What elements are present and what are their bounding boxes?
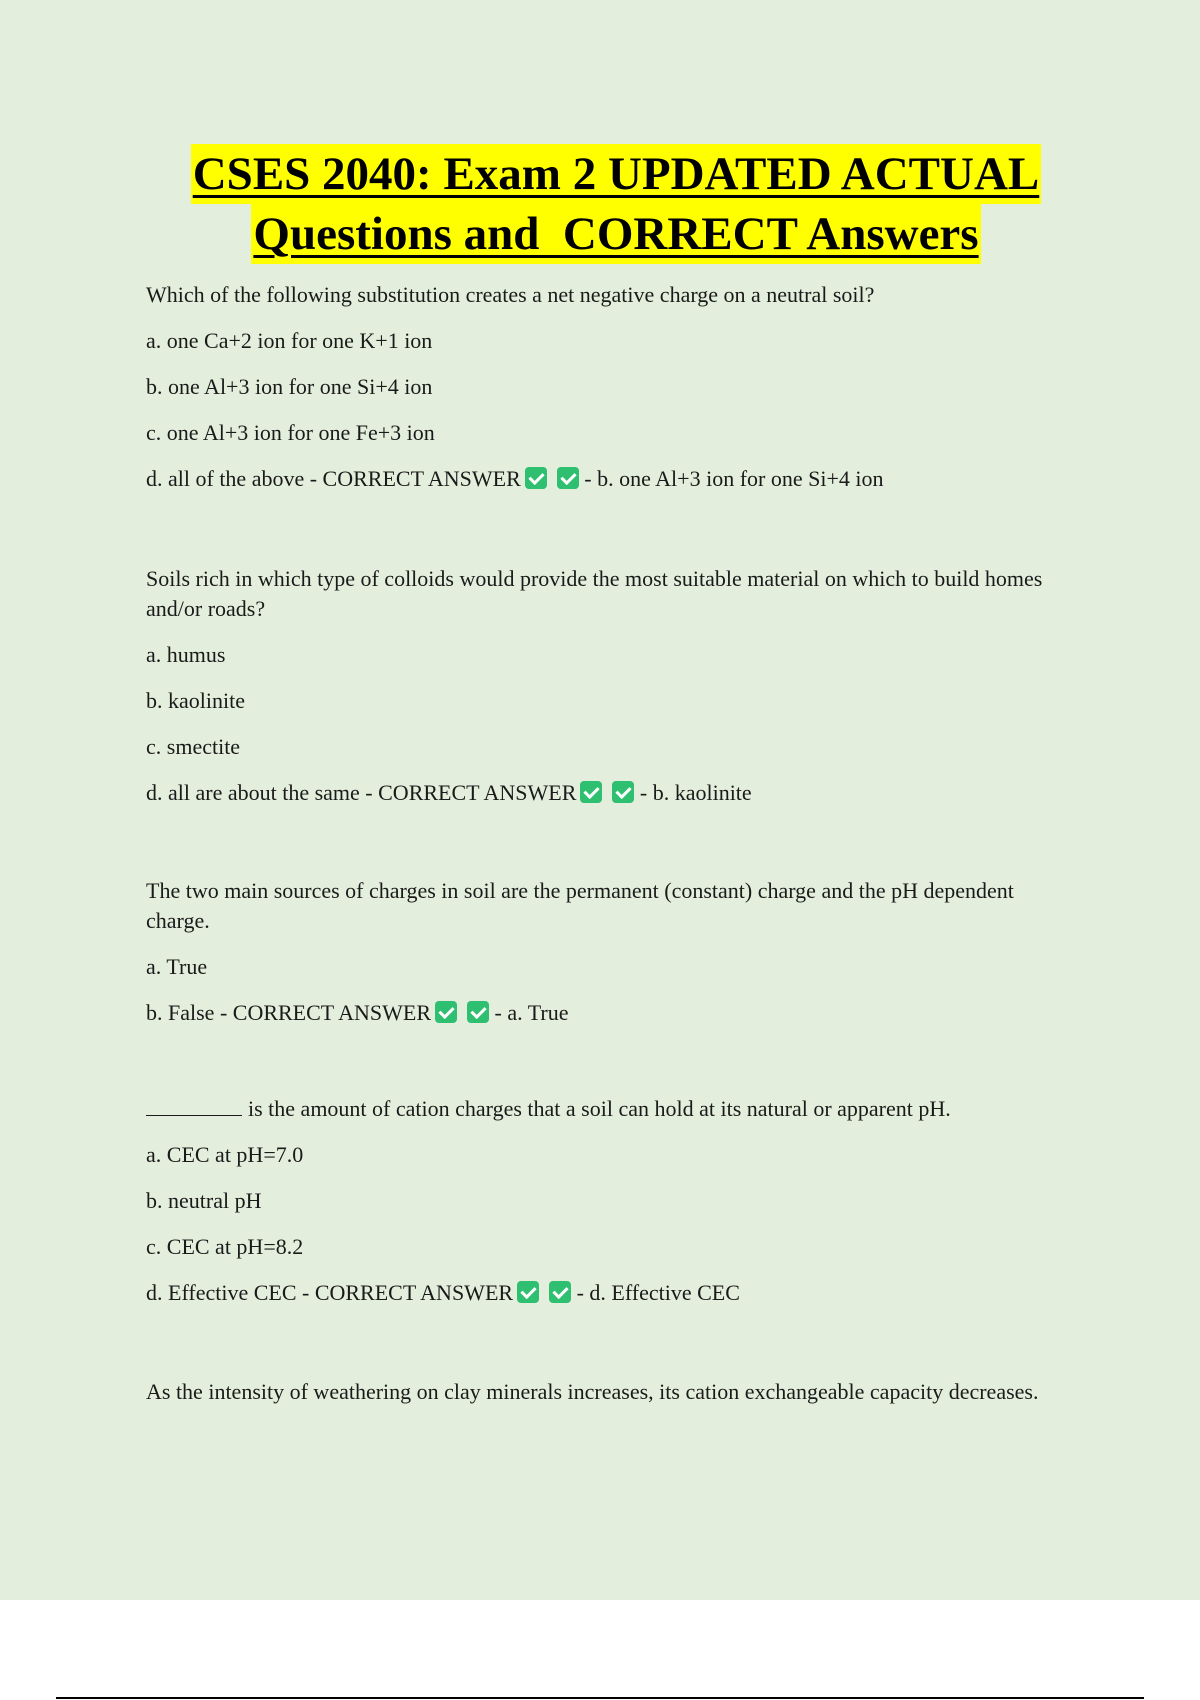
question-2	[146, 564, 1076, 824]
question-text: is the amount of cation charges that a soil can hold at its natural or apparent pH.	[248, 1096, 951, 1121]
option-c: c. CEC at pH=8.2	[146, 1234, 304, 1259]
question-text: Which of the following substitution creates a net negative charge on a neutral soil?	[146, 282, 875, 307]
option-d-with-answer	[146, 778, 1076, 808]
question-1	[146, 280, 1076, 510]
option-d-with-answer	[146, 464, 1076, 494]
option-b: b. kaolinite	[146, 688, 245, 713]
last-option-label: d. Effective CEC - CORRECT ANSWER	[146, 1280, 514, 1305]
last-option-label: b. False - CORRECT ANSWER	[146, 1000, 432, 1025]
fill-in-blank	[146, 1097, 242, 1116]
question-4	[146, 1094, 1076, 1324]
option-b: b. neutral pH	[146, 1188, 262, 1213]
title-line-1: CSES 2040: Exam 2 UPDATED ACTUAL	[191, 144, 1042, 204]
green-checkmark-icon	[612, 781, 634, 803]
green-checkmark-icon	[580, 781, 602, 803]
green-checkmark-icon	[517, 1281, 539, 1303]
option-b: b. one Al+3 ion for one Si+4 ion	[146, 374, 433, 399]
option-a: a. True	[146, 954, 208, 979]
question-5	[146, 1377, 1076, 1423]
option-b-with-answer	[146, 998, 1076, 1028]
question-3	[146, 876, 1076, 1044]
option-a: a. CEC at pH=7.0	[146, 1142, 304, 1167]
correct-answer: - b. kaolinite	[639, 780, 752, 805]
question-text: As the intensity of weathering on clay minerals increases, its cation exchangeable capacity decreases.	[146, 1379, 1039, 1404]
question-text: Soils rich in which type of colloids would provide the most suitable material on which to build homes and/or roads?	[146, 566, 1043, 621]
last-option-label: d. all are about the same - CORRECT ANSWER	[146, 780, 577, 805]
title-line-2: Questions and CORRECT Answers	[251, 204, 980, 264]
green-checkmark-icon	[525, 467, 547, 489]
correct-answer: - b. one Al+3 ion for one Si+4 ion	[584, 466, 884, 491]
last-option-label: d. all of the above - CORRECT ANSWER	[146, 466, 521, 491]
green-checkmark-icon	[467, 1001, 489, 1023]
green-checkmark-icon	[435, 1001, 457, 1023]
option-c: c. smectite	[146, 734, 241, 759]
green-checkmark-icon	[549, 1281, 571, 1303]
option-a: a. humus	[146, 642, 226, 667]
question-text: The two main sources of charges in soil are the permanent (constant) charge and the pH dependent charge.	[146, 878, 1014, 933]
document-title	[146, 144, 1086, 264]
option-a: a. one Ca+2 ion for one K+1 ion	[146, 328, 433, 353]
green-checkmark-icon	[557, 467, 579, 489]
option-d-with-answer	[146, 1278, 1076, 1308]
question-text-with-blank	[146, 1094, 1076, 1124]
option-c: c. one Al+3 ion for one Fe+3 ion	[146, 420, 435, 445]
correct-answer: - a. True	[494, 1000, 569, 1025]
correct-answer: - d. Effective CEC	[576, 1280, 740, 1305]
footer-divider	[56, 1697, 1144, 1699]
